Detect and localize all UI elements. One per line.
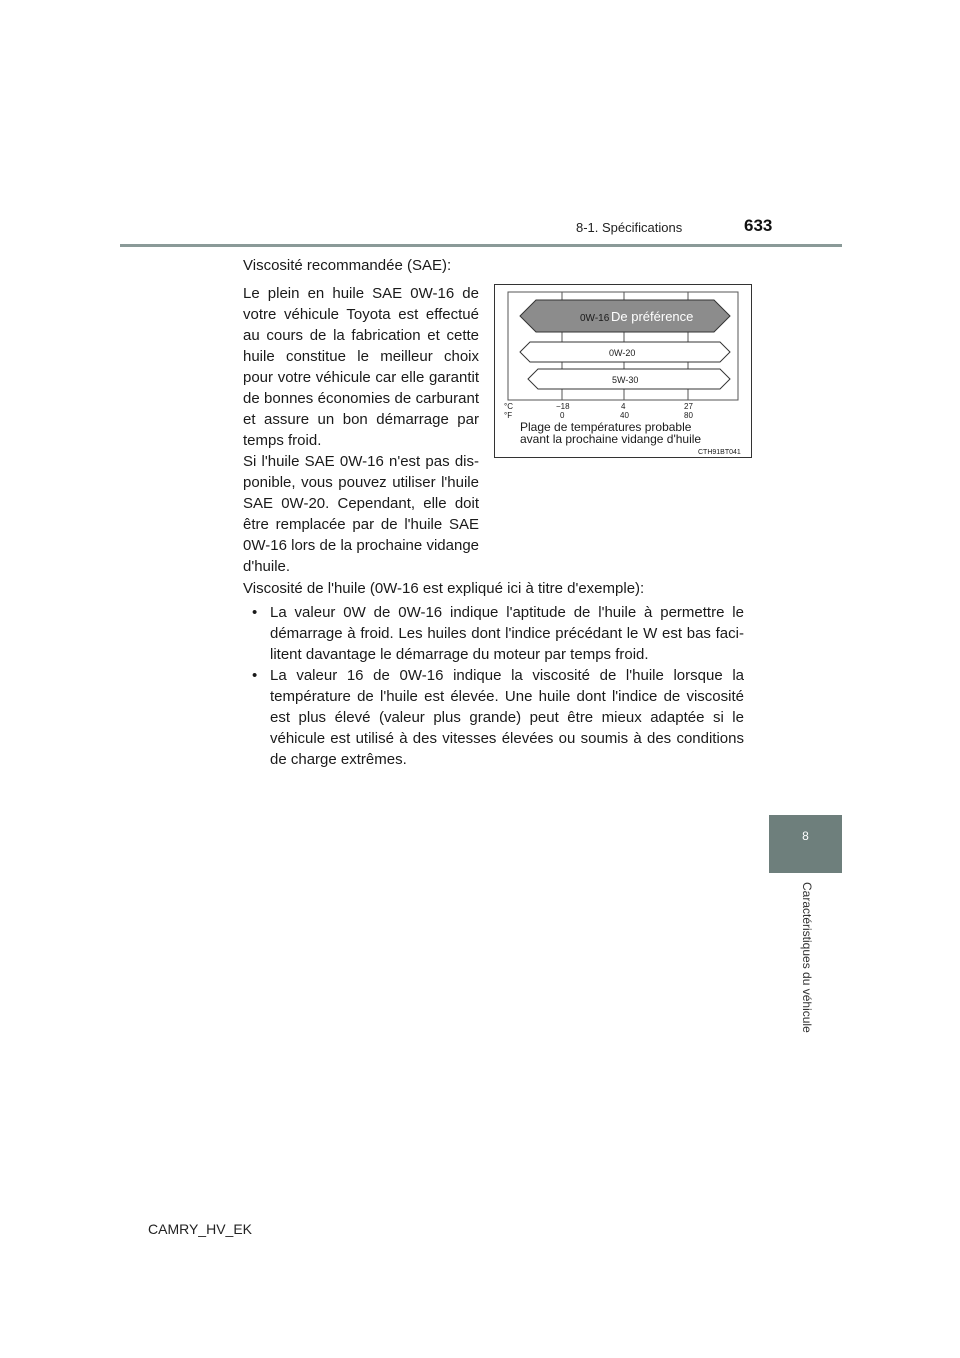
footer-model: CAMRY_HV_EK	[148, 1221, 253, 1237]
chapter-tab-number: 8	[802, 829, 809, 843]
preferred-label: De préférence	[611, 309, 694, 324]
page-number: 633	[744, 216, 773, 235]
chapter-tab[interactable]	[769, 815, 842, 873]
bullet-list	[252, 602, 744, 770]
tick-celsius-1: −18	[556, 402, 570, 411]
tick-celsius-2: 4	[621, 402, 626, 411]
tick-fahrenheit-1: 0	[560, 411, 565, 420]
list-item	[252, 602, 744, 665]
figure-caption-line-2: avant la prochaine vidange d'huile	[520, 432, 702, 446]
bullet-icon: •	[252, 604, 258, 621]
tick-celsius-3: 27	[684, 402, 693, 411]
subheading-recommended-viscosity: Viscosité recommandée (SAE):	[243, 257, 452, 274]
tick-fahrenheit-3: 80	[684, 411, 693, 420]
unit-celsius: °C	[504, 402, 513, 411]
section-title: 8-1. Spécifications	[576, 220, 683, 235]
figure-code: CTH91BT041	[698, 449, 741, 456]
header-divider	[120, 244, 842, 247]
grade-label-0w20: 0W-20	[609, 348, 636, 358]
subheading-oil-viscosity: Viscosité de l'huile (0W-16 est expliqué ici à titre d'exemple):	[243, 580, 645, 597]
grade-label-5w30: 5W-30	[612, 375, 639, 385]
bullet-icon: •	[252, 667, 258, 684]
preferred-grade-label: 0W-16	[580, 313, 610, 324]
tick-fahrenheit-2: 40	[620, 411, 629, 420]
paragraph-factory-oil: Le plein en huile SAE 0W-16 de votre véhicule Toyota est effectué au cours de la fabrication et cette huile constitue le meilleur choix pour votre véhicule car elle garantit de bonnes économies de carburant et assure un bon démarrage par temps froid.	[243, 285, 479, 449]
list-item-text: La valeur 0W de 0W-16 indique l'aptitude de l'huile à permettre le démarrage à froid. Les huiles dont l'indice précédant le W est bas facilitent davantage le démarrage du moteur par temps froid.	[270, 604, 744, 663]
unit-fahrenheit: °F	[504, 411, 513, 420]
viscosity-figure	[494, 284, 752, 458]
list-item-text: La valeur 16 de 0W-16 indique la viscosité de l'huile lorsque la température de l'huile est élevée. Une huile dont l'indice de viscosité est plus élevé (valeur plus grande) peut être mieux adaptée si le véhicule est utilisé à des vitesses élevées ou soumis à des conditions de charge extrêmes.	[270, 667, 744, 768]
list-item	[252, 665, 744, 770]
paragraph-column	[243, 283, 479, 577]
chapter-label: Caractéristiques du véhicule	[800, 882, 814, 1033]
paragraph-alternative-oil: Si l'huile SAE 0W-16 n'est pas disponible, vous pouvez utiliser l'huile SAE 0W-20. Cependant, elle doit être remplacée par de l'huile SAE 0W-16 lors de la prochaine vidange d'huile.	[243, 453, 479, 575]
figure-caption-line-1: Plage de températures probable	[520, 420, 692, 434]
